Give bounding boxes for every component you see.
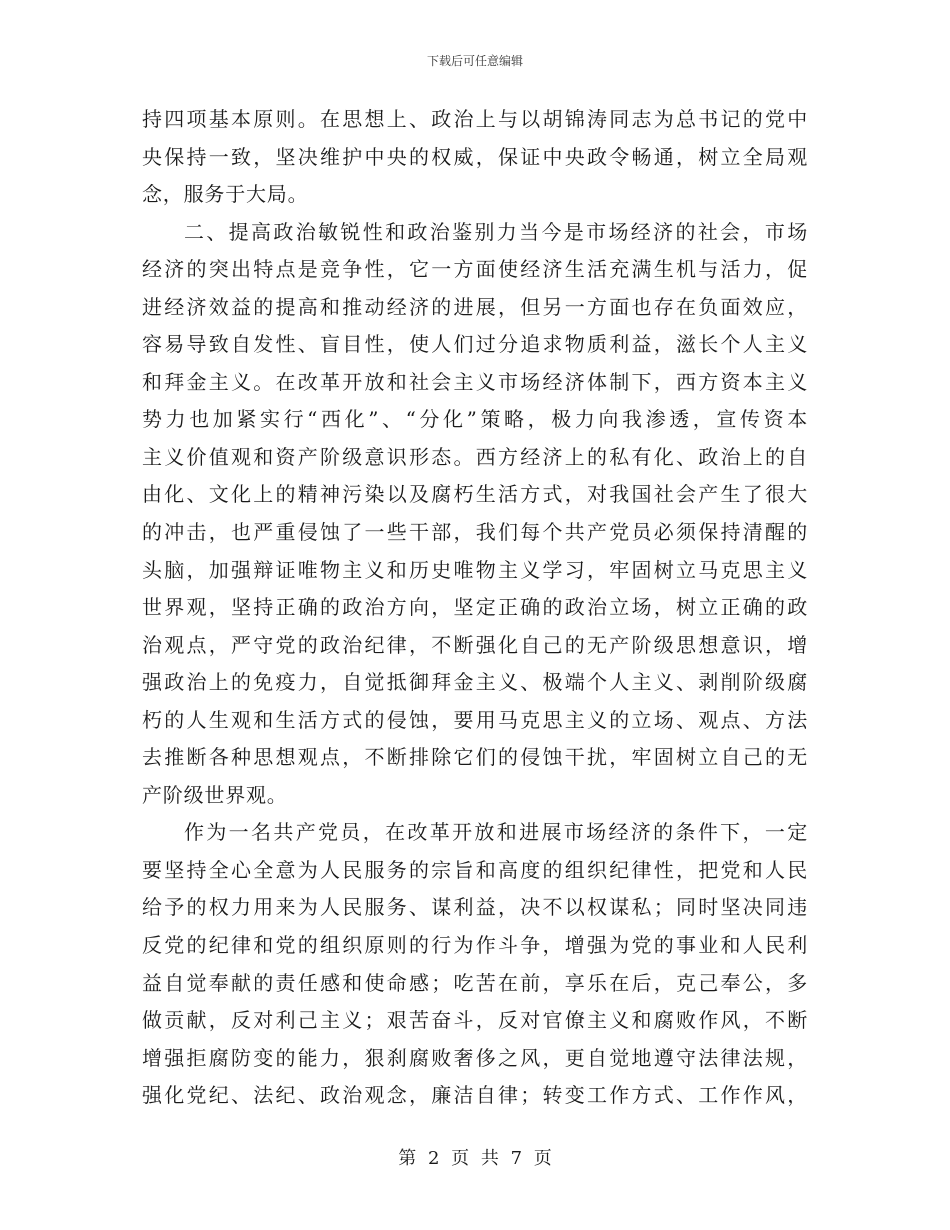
text-line: 和拜金主义。在改革开放和社会主义市场经济体制下，西方资本主义 bbox=[142, 369, 808, 394]
text-line: 念，服务于大局。 bbox=[142, 182, 309, 207]
text-line: 治观点，严守党的政治纪律，不断强化自己的无产阶级思想意识，增 bbox=[142, 632, 808, 657]
text-line: 反党的纪律和党的组织原则的行为作斗争，增强为党的事业和人民利 bbox=[142, 933, 808, 958]
text-line: 经济的突出特点是竞争性，它一方面使经济生活充满生机与活力，促 bbox=[142, 257, 808, 282]
text-line: 产阶级世界观。 bbox=[142, 782, 288, 807]
text-line: 二、提高政治敏锐性和政治鉴别力当今是市场经济的社会，市场 bbox=[184, 219, 808, 244]
text-line: 持四项基本原则。在思想上、政治上与以胡锦涛同志为总书记的党中 bbox=[142, 107, 808, 131]
document-body bbox=[142, 101, 808, 1115]
text-line: 增强拒腐防变的能力，狠刹腐败奢侈之风，更自觉地遵守法律法规， bbox=[142, 1045, 808, 1070]
page-header: 下载后可任意编辑 bbox=[426, 54, 523, 68]
text-line: 的冲击，也严重侵蚀了一些干部，我们每个共产党员必须保持清醒的 bbox=[142, 520, 808, 545]
text-line: 央保持一致，坚决维护中央的权威，保证中央政令畅通，树立全局观 bbox=[142, 144, 808, 169]
text-line: 益自觉奉献的责任感和使命感；吃苦在前，享乐在后，克己奉公，多 bbox=[142, 970, 808, 995]
text-line: 头脑，加强辩证唯物主义和历史唯物主义学习，牢固树立马克思主义 bbox=[142, 557, 808, 582]
text-line: 世界观，坚持正确的政治方向，坚定正确的政治立场，树立正确的政 bbox=[142, 595, 808, 620]
text-line: 势力也加紧实行“西化”、“分化”策略，极力向我渗透，宣传资本 bbox=[142, 407, 808, 432]
text-line: 去推断各种思想观点，不断排除它们的侵蚀干扰，牢固树立自己的无 bbox=[142, 745, 808, 770]
text-line: 朽的人生观和生活方式的侵蚀，要用马克思主义的立场、观点、方法 bbox=[142, 707, 808, 732]
text-line: 做贡献，反对利己主义；艰苦奋斗，反对官僚主义和腐败作风，不断 bbox=[142, 1008, 808, 1033]
text-line: 由化、文化上的精神污染以及腐朽生活方式，对我国社会产生了很大 bbox=[142, 482, 808, 507]
text-line: 要坚持全心全意为人民服务的宗旨和高度的组织纪律性，把党和人民 bbox=[142, 857, 808, 882]
text-line: 给予的权力用来为人民服务、谋利益，决不以权谋私；同时坚决同违 bbox=[142, 895, 808, 920]
text-line: 强化党纪、法纪、政治观念，廉洁自律；转变工作方式、工作作风， bbox=[142, 1083, 808, 1108]
text-line: 进经济效益的提高和推动经济的进展，但另一方面也存在负面效应， bbox=[142, 294, 808, 319]
text-line: 主义价值观和资产阶级意识形态。西方经济上的私有化、政治上的自 bbox=[142, 444, 808, 469]
page-footer: 第 2 页 共 7 页 bbox=[398, 1148, 552, 1169]
text-line: 强政治上的免疫力，自觉抵御拜金主义、极端个人主义、剥削阶级腐 bbox=[142, 670, 808, 695]
text-line: 作为一名共产党员，在改革开放和进展市场经济的条件下，一定 bbox=[184, 820, 808, 845]
text-line: 容易导致自发性、盲目性，使人们过分追求物质利益，滋长个人主义 bbox=[142, 332, 808, 357]
